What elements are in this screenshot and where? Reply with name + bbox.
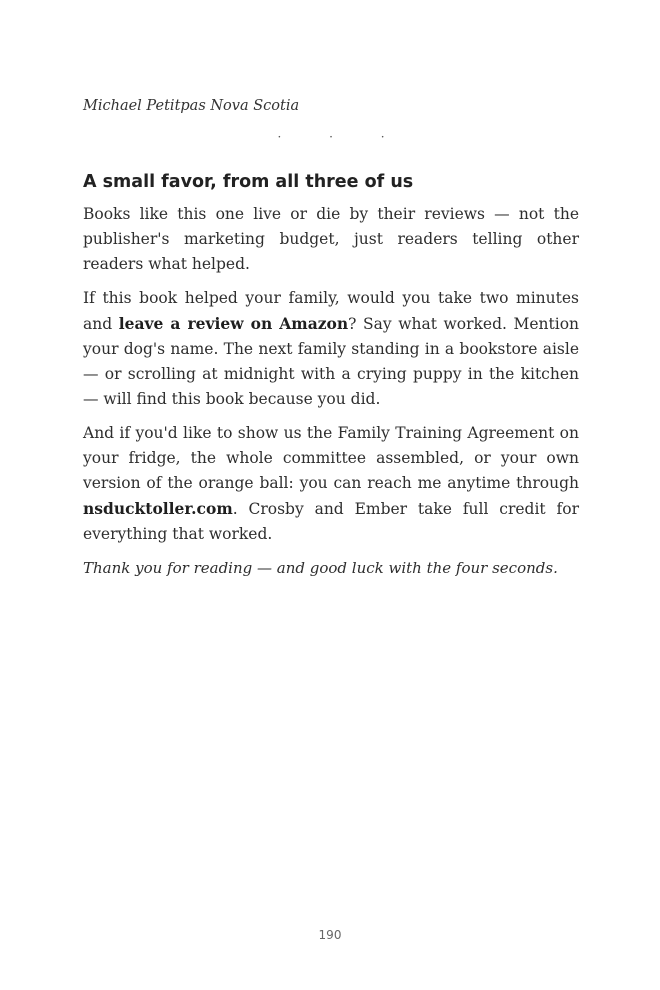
website-link-text: nsducktoller.com: [83, 499, 233, 518]
page-content: [83, 96, 579, 580]
paragraph-review-request: [83, 286, 579, 412]
closing-line: Thank you for reading — and good luck with the four seconds.: [83, 559, 558, 577]
paragraph-contact: [83, 421, 579, 547]
paragraph-reviews: Books like this one live or die by their reviews — not the publisher's marketing budget, just readers telling other readers what helped.: [83, 205, 579, 273]
paragraph-review-request-text-1: If this book helped your family, would you take two minutes and: [83, 289, 579, 333]
paragraph-review-request-text-2: ? Say what worked. Mention your dog's name. The next family standing in a bookstore aisle — or scrolling at midnight with a crying puppy in the kitchen — will find this book because you did.: [83, 315, 580, 408]
author-signature: Michael Petitpas Nova Scotia: [83, 98, 300, 114]
paragraph-contact-text-2: . Crosby and Ember take full credit for everything that worked.: [83, 500, 579, 543]
section-heading: A small favor, from all three of us: [83, 172, 414, 192]
page-number: 190: [318, 928, 342, 942]
paragraph-contact-text-1: And if you'd like to show us the Family Training Agreement on your fridge, the whole committee assembled, or your own version of the orange ball: you can reach me anytime through: [83, 424, 579, 492]
section-divider-ornament: · · ·: [277, 130, 407, 144]
review-on-amazon-emphasis: leave a review on Amazon: [118, 314, 349, 333]
